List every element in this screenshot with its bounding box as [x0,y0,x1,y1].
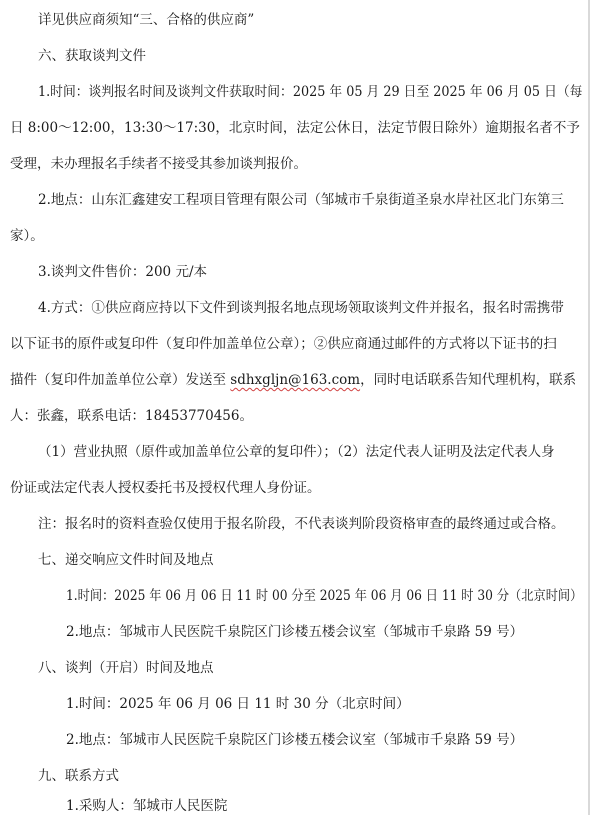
method-line-2: 以下证书的原件或复印件（复印件加盖单位公章）；②供应商通过邮件的方式将以下证书的扫 [10,336,557,352]
email-link[interactable]: sdhxglj​n@163.com [230,372,361,388]
price-line: 3.谈判文件售价：200 元/本 [38,264,207,280]
method-line-3-end: ，同时电话联系告知代理机构，联系 [360,372,577,388]
method-line-3 [10,371,576,389]
submission-location: 2.地点：邹城市人民医院千泉院区门诊楼五楼会议室（邹城市千泉路 59 号） [66,624,524,640]
section-heading-submission: 七、递交响应文件时间及地点 [38,552,214,568]
documents-list-line-2: 份证或法定代表人授权委托书及授权代理人身份证。 [10,480,321,496]
negotiation-location: 2.地点：邹城市人民医院千泉院区门诊楼五楼会议室（邹城市千泉路 59 号） [66,732,524,748]
section-heading-contact: 九、联系方式 [38,768,119,784]
section-heading-negotiation: 八、谈判（开启）时间及地点 [38,660,214,676]
time-line-1: 1.时间：谈判报名时间及谈判文件获取时间：2025 年 05 月 29 日至 2025 年 06 月 05 日（每 [38,84,583,100]
contact-phone-line: 人：张鑫，联系电话：18453770456。 [10,408,253,424]
submission-time: 1.时间：2025 年 06 月 06 日 11 时 00 分至 2025 年 06 月 06 日 11 时 30 分（北京时间） [66,588,583,604]
negotiation-time: 1.时间：2025 年 06 月 06 日 11 时 30 分（北京时间） [66,696,410,712]
documents-list-line-1: （1）营业执照（原件或加盖单位公章的复印件）；（2）法定代表人证明及法定代表人身 [38,444,555,460]
method-line-1: 4.方式：①供应商应持以下文件到谈判报名地点现场领取谈判文件并报名，报名时需携带 [38,300,564,316]
eligibility-reference: 详见供应商须知“三、合格的供应商” [38,12,255,28]
purchaser-line: 1.采购人：邹城市人民医院 [66,798,228,814]
note-line: 注：报名时的资料查验仅使用于报名阶段，不代表谈判阶段资格审查的最终通过或合格。 [38,516,565,532]
location-line-1: 2.地点：山东汇鑫建安工程项目管理有限公司（邹城市千泉街道圣泉水岸社区北门东第三 [38,192,564,208]
time-line-2: 日 8:00～12:00，13:30～17:30，北京时间，法定公休日，法定节假日除外）逾期报名者不予 [10,120,580,136]
location-line-2: 家）。 [10,228,44,244]
time-line-3: 受理，未办理报名手续者不接受其参加谈判报价。 [10,156,307,172]
section-heading-obtain-docs: 六、获取谈判文件 [38,48,146,64]
method-line-3-start: 描件（复印件加盖单位公章）发送至 [10,372,231,388]
